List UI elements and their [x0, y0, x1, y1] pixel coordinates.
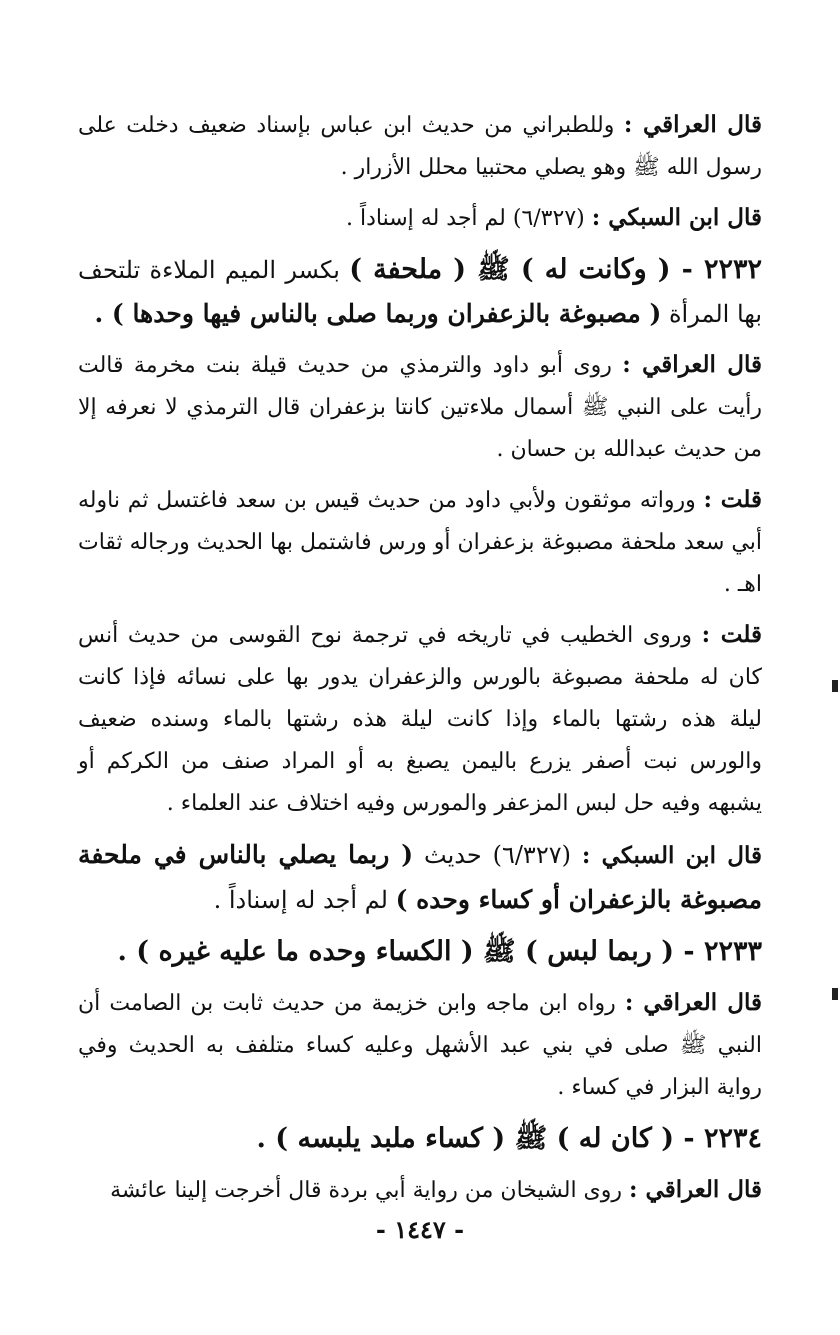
paragraph-text: روى الشيخان من رواية أبي بردة قال أخرجت إلينا عائشة	[110, 1178, 623, 1203]
paragraph-text: رواه ابن ماجه وابن خزيمة من حديث ثابت بن الصامت أن النبي ﷺ صلى في بني عبد الأشهل وعليه كساء متلفف به الحديث وفي رواية البزار في كساء .	[78, 991, 762, 1100]
paragraph-text: (٦/٣٢٧) حديث	[424, 841, 571, 869]
paragraph-label: قلت :	[703, 486, 762, 513]
paragraph-text: روى أبو داود والترمذي من حديث قيلة بنت مخرمة قالت رأيت على النبي ﷺ أسمال ملاءتين كانتا بزعفران قال الترمذي لا نعرفه إلا من حديث عبدالله بن حسان .	[78, 353, 762, 462]
scan-edge-mark	[832, 680, 838, 692]
paragraph-subki-2	[78, 833, 762, 922]
page-number: - ١٤٤٧ -	[375, 1215, 465, 1244]
entry-header: ٢٢٣٤ - ( كان له ) ﷺ ( كساء ملبد يلبسه ) .	[256, 1123, 762, 1154]
paragraph-text: ورواته موثقون ولأبي داود من حديث قيس بن سعد فاغتسل ثم ناوله أبي سعد ملحفة مصبوغة بزعفران أو ورس فاشتمل بها الحديث ورجاله ثقات اهـ .	[78, 488, 762, 597]
paragraph-label: قال العراقي :	[624, 989, 762, 1016]
paragraph-iraqi-3	[78, 982, 762, 1109]
paragraph-label: قلت :	[701, 621, 763, 648]
paragraph-label: قال ابن السبكي :	[581, 842, 762, 869]
paragraph-label: قال العراقي :	[622, 351, 762, 378]
paragraph-label: قال العراقي :	[623, 111, 762, 138]
entry-2234	[78, 1117, 762, 1161]
entry-2232	[78, 248, 762, 336]
entry-bold-text: ( مصبوغة بالزعفران وربما صلى بالناس فيها وحدها ) .	[94, 299, 662, 328]
entry-header: ٢٢٣٢ - ( وكانت له ) ﷺ ( ملحفة )	[349, 254, 762, 285]
paragraph-subki-1	[78, 197, 762, 240]
paragraph-qultu-1	[78, 479, 762, 606]
scan-edge-mark	[832, 988, 838, 1000]
paragraph-qultu-2	[78, 614, 762, 825]
paragraph-text: وللطبراني من حديث ابن عباس بإسناد ضعيف دخلت على رسول الله ﷺ وهو يصلي محتبيا محلل الأزرار .	[78, 113, 762, 180]
paragraph-iraqi-4	[78, 1169, 762, 1212]
paragraph-tail-text: لم أجد له إسناداً .	[213, 886, 388, 914]
paragraph-iraqi-1	[78, 104, 762, 189]
paragraph-text: (٦/٣٢٧) لم أجد له إسناداً .	[346, 206, 585, 231]
paragraph-iraqi-2	[78, 344, 762, 471]
paragraph-bold-text: ( ربما يصلي بالناس في ملحفة مصبوغة بالزعفران أو كساء وحده )	[78, 840, 762, 914]
entry-header: ٢٢٣٣ - ( ربما لبس ) ﷺ ( الكساء وحده ما عليه غيره ) .	[117, 936, 762, 967]
entry-text: بكسر الميم الملاءة تلتحف بها المرأة	[78, 256, 762, 328]
paragraph-text: وروى الخطيب في تاريخه في ترجمة نوح القوسى من حديث أنس كان له ملحفة مصبوغة بالورس والزعفران يدور بها على نسائه فإذا كانت ليلة هذه رشتها بالماء وإذا كانت ليلة هذه رشتها بالماء وسنده ضعيف والورس نبت أصفر يزرع باليمن يصبغ به أو المراد صنف من الكركم أو يشبهه وفيه حل لبس المزعفر والمورس وفيه اختلاف عند العلماء .	[78, 623, 763, 816]
paragraph-label: قال العراقي :	[629, 1176, 762, 1203]
paragraph-label: قال ابن السبكي :	[591, 204, 762, 231]
entry-2233	[78, 930, 762, 974]
